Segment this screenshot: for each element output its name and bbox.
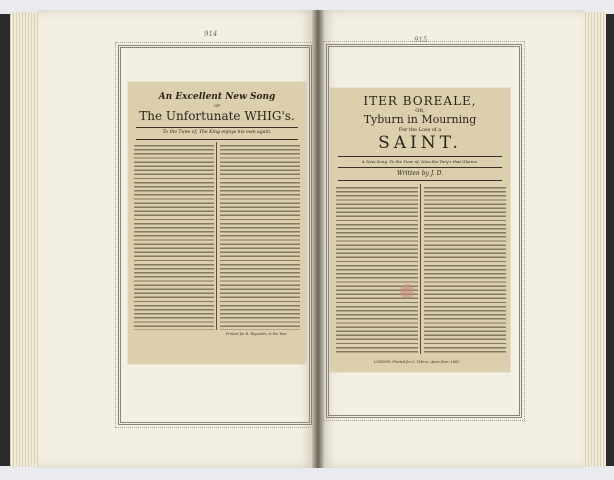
left-rule-top — [136, 127, 298, 128]
left-verse-column-1 — [134, 144, 214, 330]
library-stamp — [400, 284, 414, 298]
right-title-line1: ITER BOREALE, — [363, 94, 477, 108]
right-for-loss: For the Loss of a — [398, 127, 442, 133]
right-verse-column-1 — [336, 186, 418, 354]
left-headline: An Excellent New Song — [158, 92, 276, 102]
page-stack-left — [10, 12, 40, 467]
left-title: The Unfortunate WHIG's. — [139, 109, 295, 123]
right-new-song: A New Song. To the Tune of, Now the Tory's that Glories. — [361, 159, 479, 164]
left-of: OF — [213, 103, 221, 108]
right-rule-bottom — [338, 180, 502, 181]
right-title-line3: SAINT. — [378, 133, 462, 153]
left-folio-number: 914 — [204, 30, 218, 38]
right-title-line2: Tyburn in Mourning — [363, 113, 477, 126]
book-gutter — [312, 10, 324, 468]
right-column-divider — [420, 184, 421, 354]
right-folio-number: 915 — [414, 36, 428, 44]
left-column-divider — [216, 142, 217, 330]
left-tune: To the Tune of, The King enjoys his own again. — [162, 130, 272, 135]
left-rule-bottom — [136, 139, 298, 140]
page-stack-right — [582, 12, 606, 467]
right-verse-column-2 — [424, 186, 506, 354]
right-byline: Written by J. D. — [396, 170, 444, 177]
right-imprint: LONDON, Printed for C. Tebroc, Anno Dom. 1682. — [374, 360, 461, 364]
right-rule-top — [338, 156, 502, 157]
right-rule-mid — [338, 167, 502, 168]
left-broadside — [128, 82, 306, 364]
right-or: OR, — [415, 108, 425, 114]
left-imprint: Printed for R. Reynolds, in the Year — [226, 332, 287, 336]
right-broadside — [330, 88, 510, 372]
left-verse-column-2 — [220, 144, 300, 330]
